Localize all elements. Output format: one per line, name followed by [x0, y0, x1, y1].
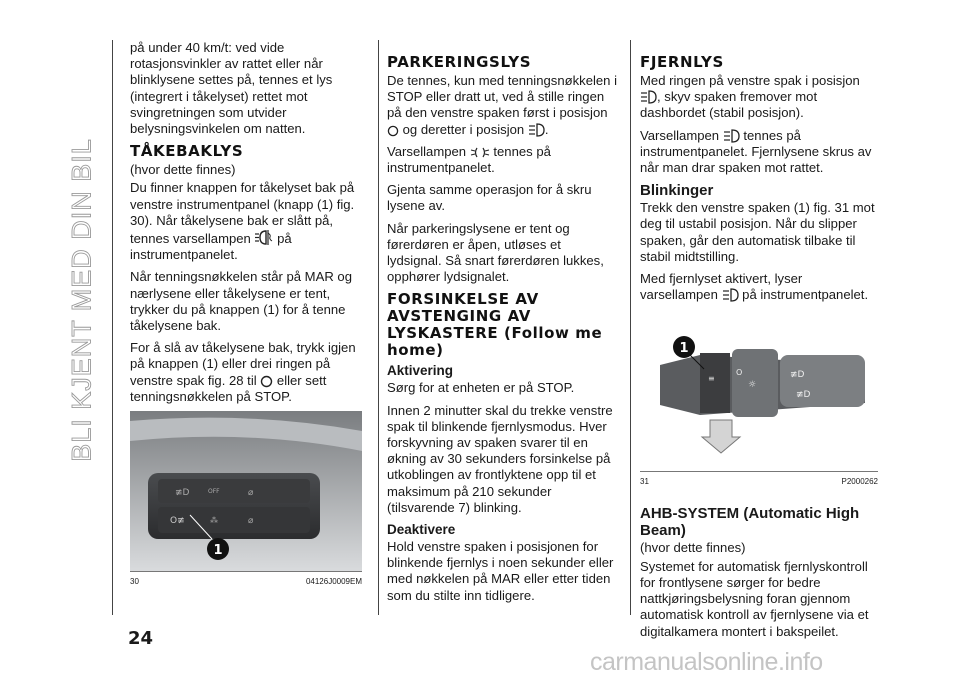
- high-beam-icon: [722, 288, 739, 302]
- fog-paragraph-2: Når tenningsnøkkelen står på MAR og nærlysene eller tåkelysene er tent, trykker du på knappen (1) for å tenne tåkelysene bak.: [130, 269, 352, 334]
- svg-text:⌀: ⌀: [248, 516, 254, 527]
- high-beam-paragraph-1: Med ringen på venstre spak i posisjon , skyv spaken fremover mot dashbordet (stabil posisjon).: [640, 73, 860, 121]
- chapter-side-title: BLI KJENT MED DIN BIL: [66, 138, 97, 462]
- follow-paragraph-1: Sørg for at enheten er på STOP.: [387, 380, 575, 396]
- figure-30: [130, 411, 362, 572]
- activation-subheading: Aktivering: [387, 363, 454, 379]
- ahb-heading: AHB-SYSTEM (Automatic High Beam): [640, 504, 860, 539]
- parking-paragraph-4: Når parkeringslysene er tent og førerdøren er åpen, utløses et lydsignal. Så snart førerdøren lukkes, opphører lydsignalet.: [387, 220, 604, 285]
- availability-note: (hvor dette finnes): [130, 162, 236, 178]
- flashing-paragraph-2: Med fjernlyset aktivert, lyser varsellampen på instrumentpanelet.: [640, 271, 869, 303]
- svg-text:⌀: ⌀: [248, 488, 254, 499]
- sidelight-icon: [470, 146, 490, 159]
- svg-text:≢D: ≢D: [796, 390, 811, 401]
- column-1: [130, 40, 362, 590]
- figure-number: 30: [130, 577, 139, 587]
- high-beam-paragraph-2: Varsellampen tennes på instrumentpanelet. Fjernlysene skrus av når man drar spaken mot rattet.: [640, 127, 872, 176]
- follow-me-home-heading: FORSINKELSE AV AVSTENGING AV LYSKASTERE (Follow me home): [387, 290, 603, 360]
- svg-text:≢D: ≢D: [175, 488, 190, 499]
- intro-paragraph: på under 40 km/t: ved vide rotasjonsvinkler av rattet eller når blinklysene settes på, tennes et lys (integrert i tåkelyset) rettet mot svingretningen som utvider belysningsvinkelen om natten.: [130, 40, 333, 137]
- fog-lights-heading: TÅKEBAKLYS: [130, 142, 244, 161]
- figure-30-caption: [130, 574, 362, 590]
- callout-1-fig31: 1: [679, 341, 689, 357]
- fog-paragraph-3: For å slå av tåkelysene bak, trykk igjen på knappen (1) eller drei ringen på venstre spak fig. 28 til eller sett tenningsnøkkelen på STOP.: [130, 340, 356, 404]
- side-divider: [112, 40, 113, 615]
- flashing-paragraph-1: Trekk den venstre spaken (1) fig. 31 mot deg til ustabil posisjon. Når du slipper spaken, går den automatisk tilbake til stabil midtstilling.: [640, 200, 875, 264]
- column-2: [387, 40, 619, 610]
- parking-paragraph-2: Varsellampen tennes på instrumentpanelet.: [387, 143, 551, 176]
- parking-paragraph-3: Gjenta samme operasjon for å skru lysene av.: [387, 182, 592, 214]
- svg-text:☼: ☼: [748, 380, 757, 391]
- ahb-paragraph: Systemet for automatisk fjernlyskontroll for frontlysene sørger for bedre nattkjøringsbelysning foran gjennom automatisk kontroll av fjernlysene via et digitalkamera montert i bakspeilet.: [640, 558, 869, 639]
- figure-31: [640, 325, 878, 472]
- high-beam-heading: FJERNLYS: [640, 53, 724, 71]
- callout-1-fig30: 1: [213, 543, 223, 559]
- high-beam-icon: [640, 90, 657, 104]
- figure-code: 04126J0009EM: [305, 577, 362, 587]
- fog-paragraph-1: Du finner knappen for tåkelyset bak på venstre instrumentpanel (knapp (1) fig. 30). Når tåkelysene bak er slått på, tennes varsellampen på instrumentpanelet.: [130, 180, 355, 263]
- watermark: carmanualsonline.info: [590, 648, 823, 676]
- svg-text:O≢: O≢: [170, 516, 185, 527]
- parking-paragraph-1: De tennes, kun med tenningsnøkkelen i STOP eller dratt ut, ved å stille ringen på den venstre spaken først i posisjon og deretter i posisjon .: [387, 73, 618, 137]
- svg-text:O: O: [736, 368, 743, 378]
- follow-paragraph-2: Innen 2 minutter skal du trekke venstre spak til blinkende fjernlysmodus. Hver forskyvning av spaken svarer til en økning av 30 sekunders forsinkelse på utkoblingen av frontlyktene opp til et maksimum på 210 sekunder (tilsvarende 7) blinking.: [387, 402, 613, 515]
- figure-31-caption: [640, 474, 878, 490]
- deactivation-subheading: Deaktivere: [387, 522, 456, 538]
- flashing-subheading: Blinkinger: [640, 182, 714, 200]
- figure-code: P2000262: [841, 477, 878, 487]
- high-beam-icon: [723, 129, 740, 143]
- svg-text:⁂: ⁂: [210, 516, 218, 526]
- ahb-availability-note: (hvor dette finnes): [640, 539, 746, 555]
- svg-text:OFF: OFF: [208, 488, 220, 496]
- svg-text:≡: ≡: [708, 374, 715, 384]
- figure-number: 31: [640, 477, 649, 487]
- light-stalk-image: [640, 325, 878, 471]
- follow-paragraph-3: Hold venstre spaken i posisjonen for blinkende fjernlys i noen sekunder eller med nøkkelen på MAR eller etter tiden som du stilte inn tidligere.: [387, 539, 614, 603]
- fog-button-panel-image: [130, 411, 362, 571]
- rear-fog-lamp-icon: [254, 229, 273, 246]
- page-number: 24: [128, 628, 154, 649]
- high-beam-icon: [528, 123, 545, 137]
- column-divider-2: [630, 40, 631, 615]
- column-3: [640, 40, 878, 646]
- off-ring-icon: [387, 125, 399, 137]
- svg-text:≢D: ≢D: [790, 370, 805, 381]
- off-ring-icon: [260, 375, 273, 388]
- column-divider-1: [378, 40, 379, 615]
- parking-lights-heading: PARKERINGSLYS: [387, 53, 532, 71]
